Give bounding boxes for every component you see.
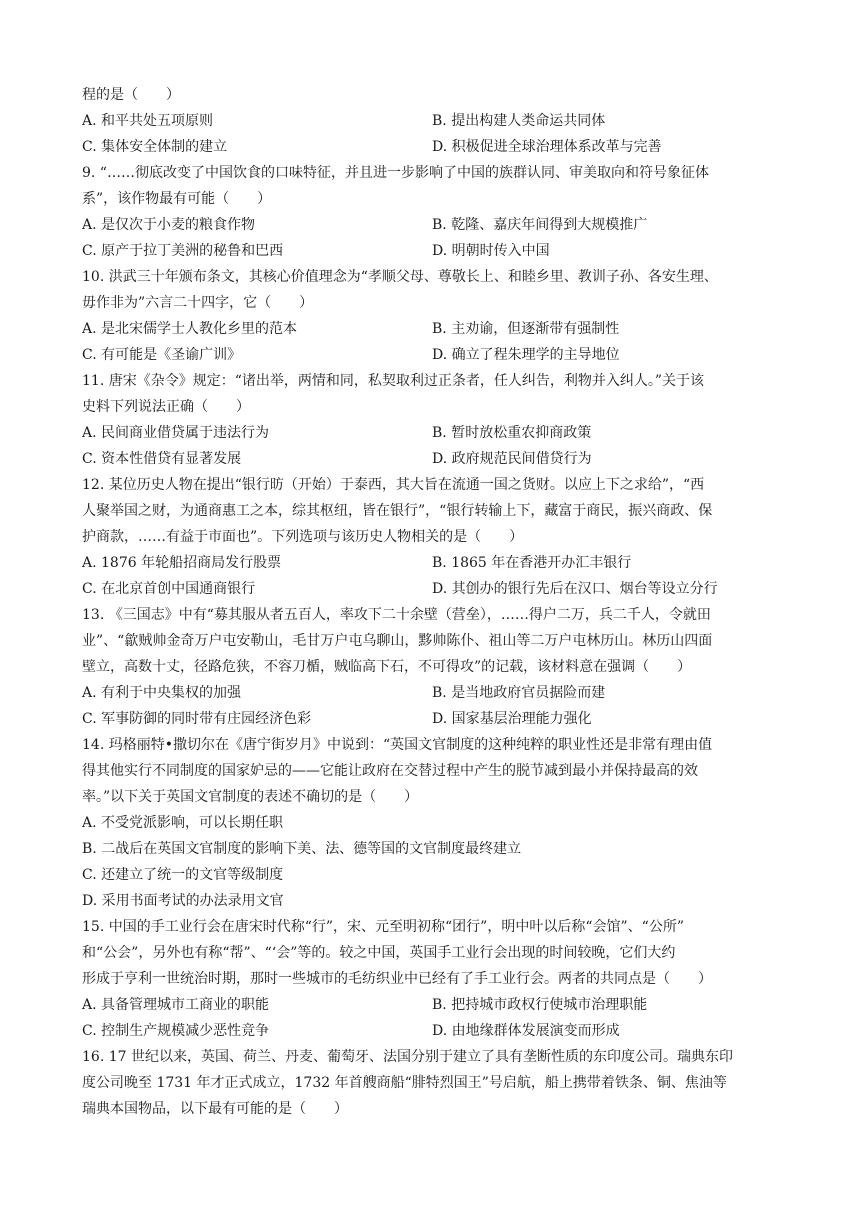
- option-row: [82, 576, 782, 602]
- text-line: D. 采用书面考试的办法录用文官: [82, 893, 284, 909]
- option-row: [82, 134, 782, 160]
- text-line: 16. 17 世纪以来，英国、荷兰、丹麦、葡萄牙、法国分别于建立了具有垄断性质的东印度公司。瑞典东印: [82, 1049, 733, 1065]
- option-left: C. 在北京首创中国通商银行: [82, 581, 256, 597]
- option-right: D. 由地缘群体发展演变而形成: [432, 1023, 620, 1039]
- option-row: [82, 108, 782, 134]
- option-row: [82, 992, 782, 1018]
- text-line: 10. 洪武三十年颁布条文，其核心价值理念为“孝顺父母、尊敬长上、和睦乡里、教训子孙、各安生理、: [82, 269, 718, 285]
- option-row: [82, 1018, 782, 1044]
- text-line: 得其他实行不同制度的国家妒忌的——它能让政府在交替过程中产生的脱节减到最小并保持最高的效: [82, 763, 698, 779]
- option-right: B. 把持城市政权行使城市治理职能: [432, 997, 648, 1013]
- text-line: 人聚举国之财，为通商惠工之本，综其枢纽，皆在银行”，“银行转输上下，藏富于商民，振兴商政、保: [82, 503, 713, 519]
- option-left: C. 军事防御的同时带有庄园经济色彩: [82, 711, 312, 727]
- text-line: 和“公会”，另外也有称“帮”、“‘会”等的。较之中国，英国手工业行会出现的时间较晚，它们大约: [82, 945, 676, 961]
- text-line: 12. 某位历史人物在提出“银行昉（开始）于泰西，其大旨在流通一国之货财。以应上下之求给”，“西: [82, 477, 705, 493]
- text-line: 11. 唐宋《杂令》规定：“诸出举，两情和同，私契取利过正条者，任人纠告，利物并入纠人。”关于该: [82, 373, 705, 389]
- option-left: C. 原产于拉丁美洲的秘鲁和巴西: [82, 243, 284, 259]
- option-row: [82, 212, 782, 238]
- option-left: A. 是仅次于小麦的粮食作物: [82, 217, 256, 233]
- text-line: 度公司晚至 1731 年才正式成立，1732 年首艘商船“腓特烈国王”号启航，船上携带着铁条、铜、焦油等: [82, 1075, 727, 1091]
- option-left: A. 具备管理城市工商业的职能: [82, 997, 270, 1013]
- text-line: C. 还建立了统一的文官等级制度: [82, 867, 284, 883]
- text-line: 14. 玛格丽特•撒切尔在《唐宁街岁月》中说到：“英国文官制度的这种纯粹的职业性还是非常有理由值: [82, 737, 713, 753]
- option-right: B. 1865 年在香港开办汇丰银行: [432, 555, 632, 571]
- text-line: 史料下列说法正确（ ）: [82, 399, 250, 415]
- option-right: B. 提出构建人类命运共同体: [432, 113, 606, 129]
- text-line: 程的是（ ）: [82, 87, 180, 103]
- text-line: 瑞典本国物品，以下最有可能的是（ ）: [82, 1101, 348, 1117]
- option-row: [82, 550, 782, 576]
- option-left: A. 和平共处五项原则: [82, 113, 214, 129]
- text-line: 系”，该作物最有可能（ ）: [82, 191, 272, 207]
- option-left: C. 控制生产规模减少恶性竞争: [82, 1023, 270, 1039]
- option-left: C. 有可能是《圣谕广训》: [82, 347, 242, 363]
- option-right: D. 明朝时传入中国: [432, 243, 550, 259]
- option-right: D. 政府规范民间借贷行为: [432, 451, 592, 467]
- option-right: B. 主劝谕，但逐渐带有强制性: [432, 321, 620, 337]
- text-line: 形成于亨利一世统治时期，那时一些城市的毛纺织业中已经有了手工业行会。两者的共同点是（ ）: [82, 971, 712, 987]
- option-left: C. 集体安全体制的建立: [82, 139, 228, 155]
- text-line: 业”、“歙贼帅金奇万户屯安勒山，毛甘万户屯乌聊山，黟帅陈仆、祖山等二万户屯林历山。林历山四面: [82, 633, 713, 649]
- option-right: B. 是当地政府官员据险而建: [432, 685, 606, 701]
- text-line: 13. 《三国志》中有“募其服从者五百人，率攻下二十余壁（营垒），……得户二万，兵二千人，令就田: [82, 607, 711, 623]
- option-right: D. 积极促进全球治理体系改革与完善: [432, 139, 662, 155]
- option-right: D. 其创办的银行先后在汉口、烟台等设立分行: [432, 581, 718, 597]
- option-row: [82, 316, 782, 342]
- option-left: A. 是北宋儒学士人教化乡里的范本: [82, 321, 298, 337]
- text-line: 壁立，高数十丈，径路危狭，不容刀楯，贼临高下石，不可得攻”的记载，该材料意在强调（ ）: [82, 659, 692, 675]
- text-line: 9. “……彻底改变了中国饮食的口味特征，并且进一步影响了中国的族群认同、审美取向和符号象征体: [82, 165, 709, 181]
- text-line: 毋作非为”六言二十四字，它（ ）: [82, 295, 314, 311]
- text-line: 15. 中国的手工业行会在唐宋时代称“行”，宋、元至明初称“团行”，明中叶以后称“会馆”、“公所”: [82, 919, 684, 935]
- option-row: [82, 342, 782, 368]
- text-line: 护商款，……有益于市面也”。下列选项与该历史人物相关的是（ ）: [82, 529, 524, 545]
- text-line: A. 不受党派影响，可以长期任职: [82, 815, 284, 831]
- text-line: B. 二战后在英国文官制度的影响下美、法、德等国的文官制度最终建立: [82, 841, 522, 857]
- option-right: D. 国家基层治理能力强化: [432, 711, 592, 727]
- option-row: [82, 420, 782, 446]
- option-row: [82, 706, 782, 732]
- option-row: [82, 680, 782, 706]
- option-left: A. 有利于中央集权的加强: [82, 685, 242, 701]
- option-right: B. 暂时放松重农抑商政策: [432, 425, 592, 441]
- option-left: C. 资本性借贷有显著发展: [82, 451, 242, 467]
- option-row: [82, 238, 782, 264]
- text-line: 率。”以下关于英国文官制度的表述不确切的是（ ）: [82, 789, 419, 805]
- option-right: D. 确立了程朱理学的主导地位: [432, 347, 620, 363]
- option-left: A. 民间商业借贷属于违法行为: [82, 425, 270, 441]
- option-row: [82, 446, 782, 472]
- exam-page: [82, 82, 782, 1122]
- option-right: B. 乾隆、嘉庆年间得到大规模推广: [432, 217, 648, 233]
- option-left: A. 1876 年轮船招商局发行股票: [82, 555, 282, 571]
